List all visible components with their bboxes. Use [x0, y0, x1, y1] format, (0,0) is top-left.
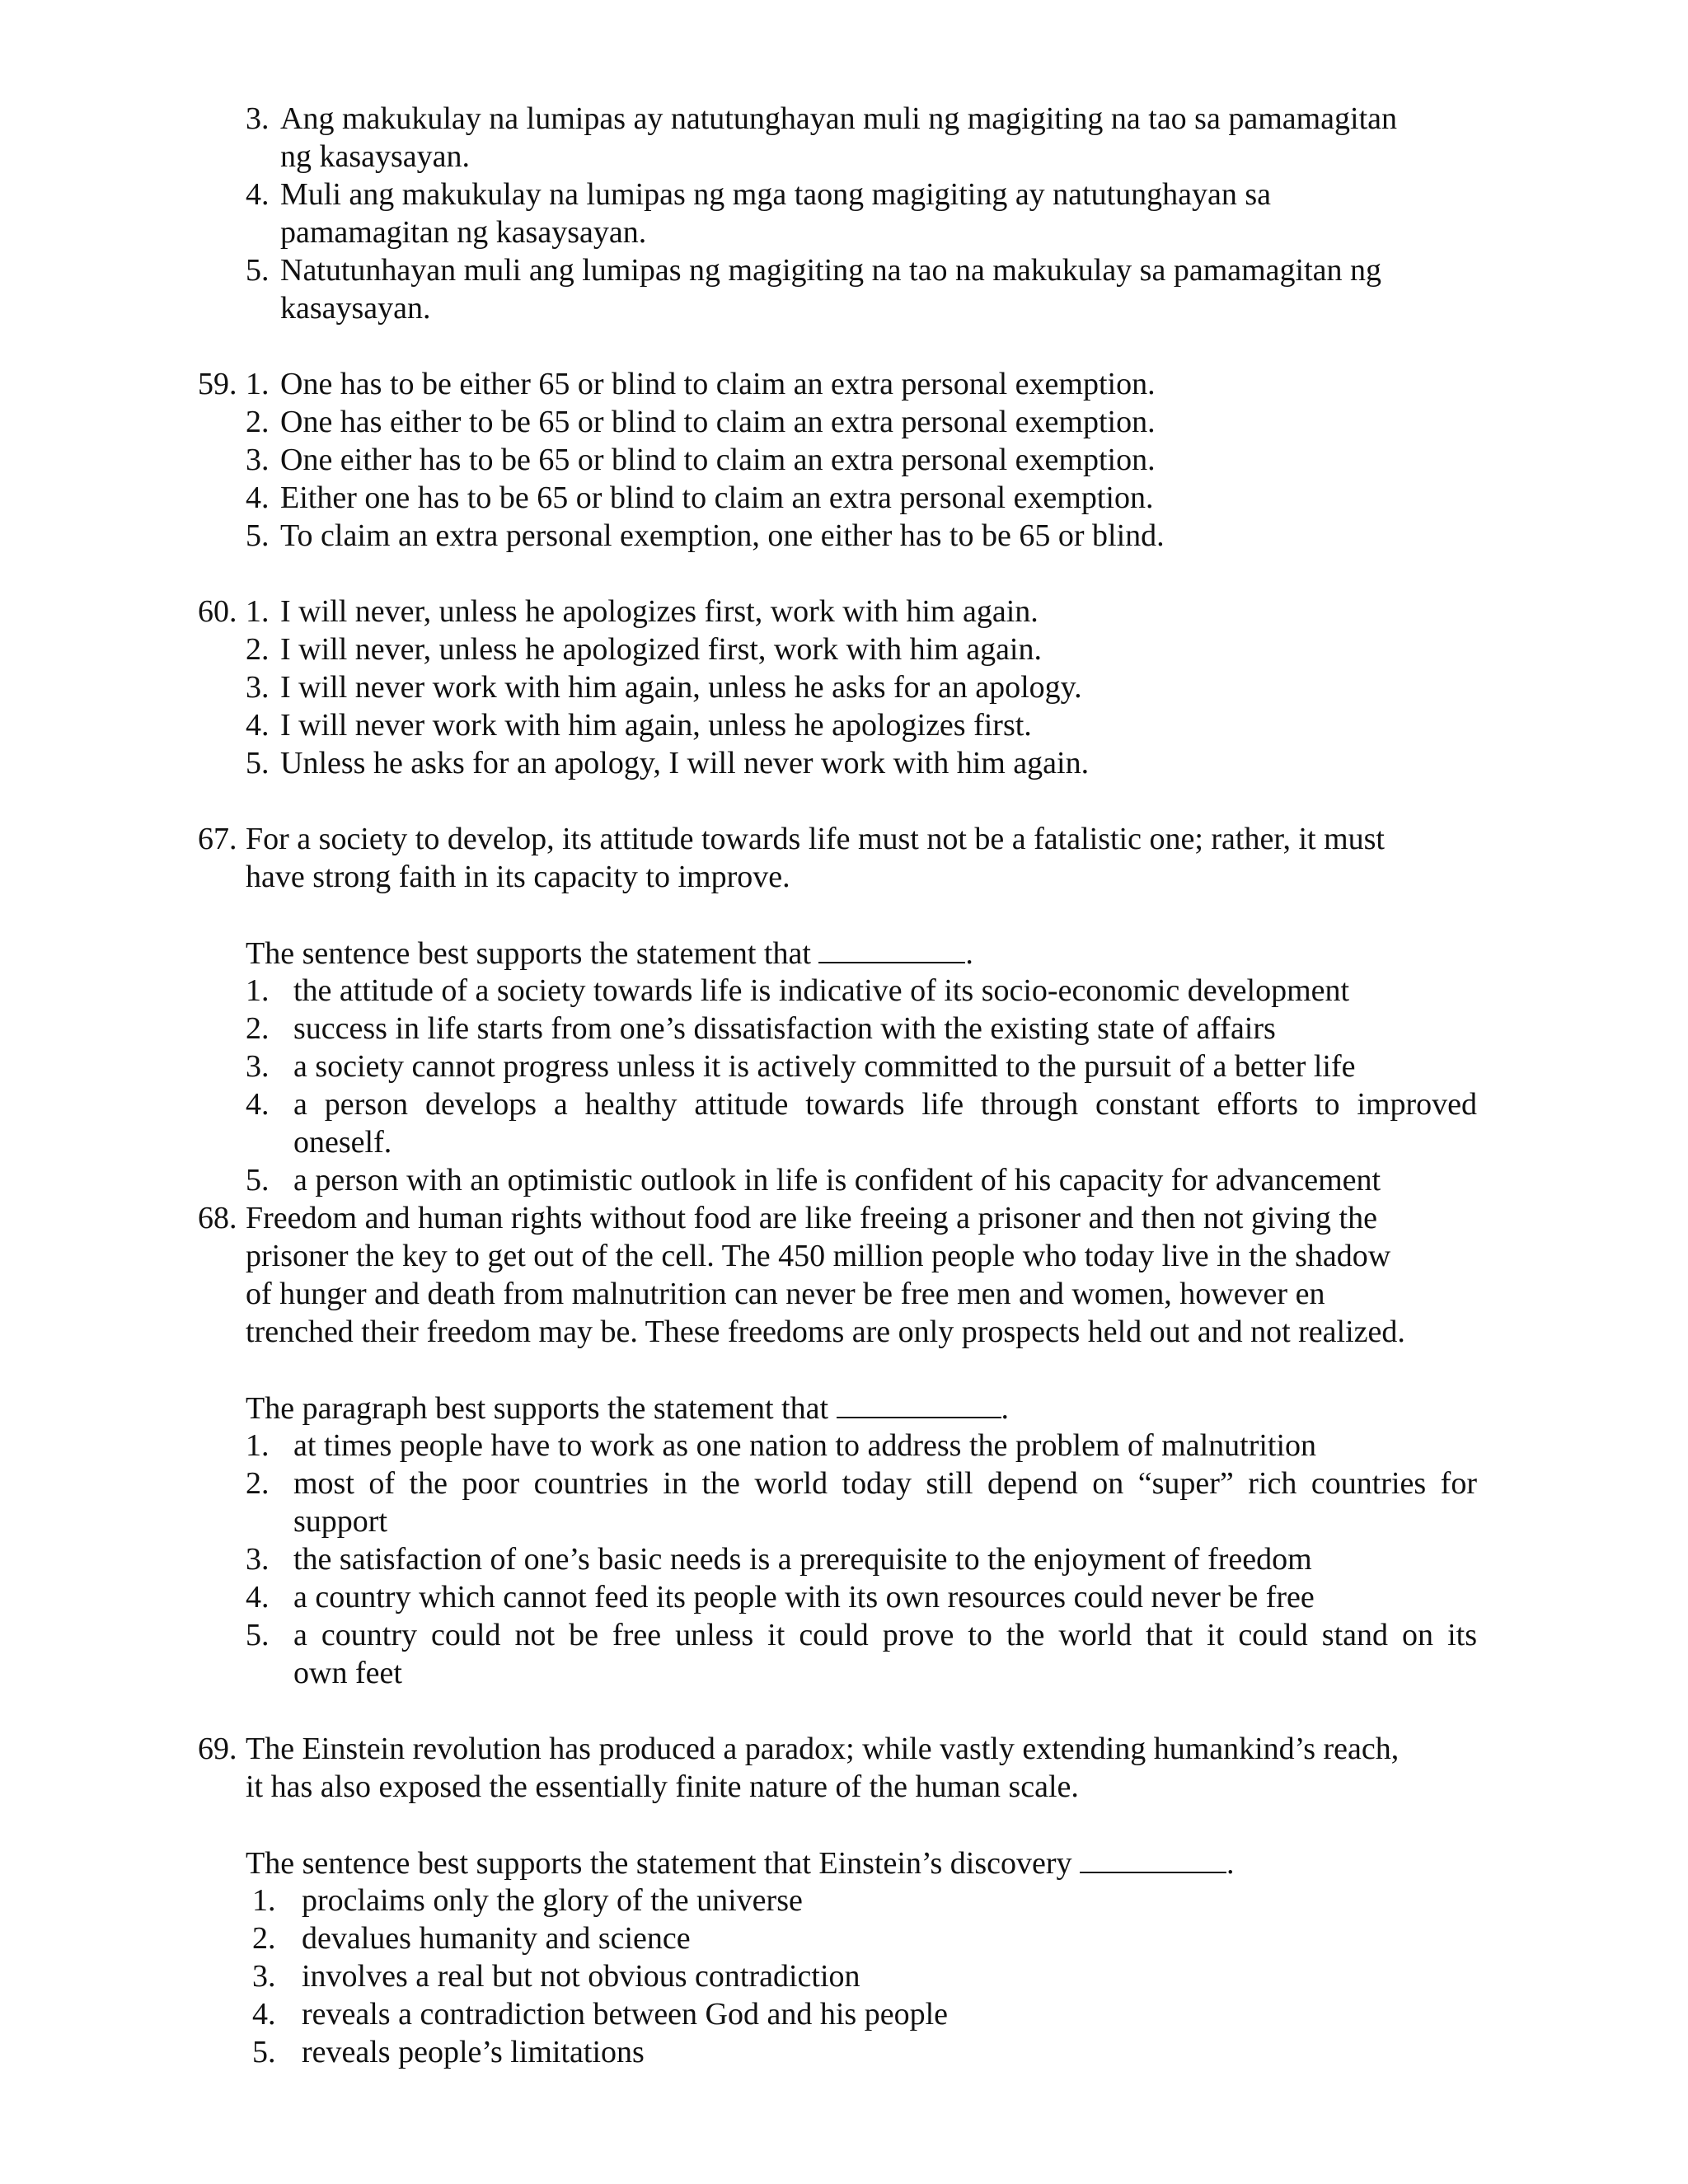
question-stem: The paragraph best supports the statement that .	[246, 1389, 1009, 1427]
passage-line: of hunger and death from malnutrition can never be free men and women, however en	[246, 1277, 1325, 1311]
passage-line: Freedom and human rights without food are like freeing a prisoner and then not giving the	[246, 1201, 1377, 1235]
option-number: 2.	[246, 405, 270, 439]
option-number: 5.	[246, 518, 270, 553]
option-text: I will never work with him again, unless he asks for an apology.	[280, 670, 1082, 705]
question-stem: The sentence best supports the statement that Einstein’s discovery .	[246, 1844, 1235, 1882]
option-text: reveals people’s limitations	[302, 2035, 645, 2069]
option-number: 2.	[246, 1011, 270, 1046]
option-number: 4.	[246, 708, 270, 743]
option-text: a country could not be free unless it could prove to the world that it could stand on its	[293, 1618, 1477, 1652]
option-text: I will never work with him again, unless he apologizes first.	[280, 708, 1032, 743]
option-number: 2.	[246, 1466, 270, 1501]
option-text: a person develops a healthy attitude towards life through constant efforts to improved	[293, 1087, 1477, 1122]
option-text: To claim an extra personal exemption, one either has to be 65 or blind.	[280, 518, 1165, 553]
option-text: involves a real but not obvious contradiction	[302, 1959, 860, 1994]
option-number: 4.	[246, 1580, 270, 1615]
passage-line: For a society to develop, its attitude towards life must not be a fatalistic one; rather, it must	[246, 822, 1385, 856]
option-number: 3.	[246, 1542, 270, 1577]
option-text: success in life starts from one’s dissatisfaction with the existing state of affairs	[293, 1011, 1276, 1046]
option-text: Either one has to be 65 or blind to claim an extra personal exemption.	[280, 480, 1154, 515]
question-number: 60.	[198, 594, 237, 629]
option-number: 2.	[252, 1921, 276, 1956]
passage-line: have strong faith in its capacity to improve.	[246, 860, 790, 894]
option-number: 3.	[246, 101, 270, 136]
question-number: 67.	[198, 822, 237, 856]
option-number: 3.	[246, 1049, 270, 1084]
option-number: 4.	[252, 1997, 276, 2032]
option-text: a person with an optimistic outlook in life is confident of his capacity for advancement	[293, 1163, 1381, 1197]
option-number: 5.	[246, 253, 270, 288]
option-number: 5.	[246, 1163, 270, 1197]
option-text: Muli ang makukulay na lumipas ng mga taong magigiting ay natutunghayan sa	[280, 177, 1272, 212]
passage-line: trenched their freedom may be. These freedoms are only prospects held out and not realized.	[246, 1315, 1405, 1349]
option-text: a country which cannot feed its people with its own resources could never be free	[293, 1580, 1315, 1615]
option-text-cont: ng kasaysayan.	[280, 139, 471, 174]
option-number: 1.	[246, 973, 270, 1008]
option-text: devalues humanity and science	[302, 1921, 691, 1956]
passage-line: The Einstein revolution has produced a paradox; while vastly extending humankind’s reach,	[246, 1732, 1400, 1766]
option-number: 2.	[246, 632, 270, 667]
option-text: the satisfaction of one’s basic needs is a prerequisite to the enjoyment of freedom	[293, 1542, 1312, 1577]
answer-blank	[818, 934, 965, 963]
option-number: 3.	[246, 670, 270, 705]
answer-blank	[1080, 1844, 1226, 1873]
option-text: Natutunhayan muli ang lumipas ng magigiting na tao na makukulay sa pamamagitan ng	[280, 253, 1382, 288]
question-stem: The sentence best supports the statement that .	[246, 934, 973, 972]
option-number: 3.	[246, 443, 270, 477]
option-text-cont: support	[293, 1504, 387, 1539]
option-number: 5.	[246, 746, 270, 780]
question-number: 69.	[198, 1732, 237, 1766]
option-number: 4.	[246, 480, 270, 515]
option-text: Ang makukulay na lumipas ay natutunghayan muli ng magigiting na tao sa pamamagitan	[280, 101, 1398, 136]
option-text: proclaims only the glory of the universe	[302, 1883, 803, 1918]
answer-blank	[837, 1389, 1001, 1418]
option-number: 1.	[246, 1428, 270, 1463]
question-number: 68.	[198, 1201, 237, 1235]
option-text: I will never, unless he apologizes first, work with him again.	[280, 594, 1039, 629]
option-number: 4.	[246, 1087, 270, 1122]
option-text: Unless he asks for an apology, I will never work with him again.	[280, 746, 1090, 780]
option-text-cont: kasaysayan.	[280, 291, 431, 326]
option-number: 1.	[252, 1883, 276, 1918]
passage-line: it has also exposed the essentially finite nature of the human scale.	[246, 1769, 1079, 1804]
option-text: at times people have to work as one nation to address the problem of malnutrition	[293, 1428, 1317, 1463]
option-number: 5.	[246, 1618, 270, 1652]
option-number: 5.	[252, 2035, 276, 2069]
option-text: a society cannot progress unless it is actively committed to the pursuit of a better life	[293, 1049, 1356, 1084]
option-text: the attitude of a society towards life is indicative of its socio-economic development	[293, 973, 1350, 1008]
question-number: 59.	[198, 367, 237, 401]
option-text: most of the poor countries in the world today still depend on “super” rich countries for	[293, 1466, 1477, 1501]
option-text-cont: pamamagitan ng kasaysayan.	[280, 215, 647, 250]
option-number: 1.	[246, 594, 270, 629]
passage-line: prisoner the key to get out of the cell. The 450 million people who today live in the shadow	[246, 1239, 1391, 1273]
option-number: 3.	[252, 1959, 276, 1994]
option-text: One has either to be 65 or blind to claim an extra personal exemption.	[280, 405, 1156, 439]
option-number: 1.	[246, 367, 270, 401]
option-text: I will never, unless he apologized first, work with him again.	[280, 632, 1042, 667]
option-number: 4.	[246, 177, 270, 212]
option-text-cont: oneself.	[293, 1125, 392, 1160]
option-text-cont: own feet	[293, 1656, 402, 1690]
option-text: One has to be either 65 or blind to claim an extra personal exemption.	[280, 367, 1156, 401]
option-text: One either has to be 65 or blind to claim an extra personal exemption.	[280, 443, 1156, 477]
option-text: reveals a contradiction between God and his people	[302, 1997, 948, 2032]
